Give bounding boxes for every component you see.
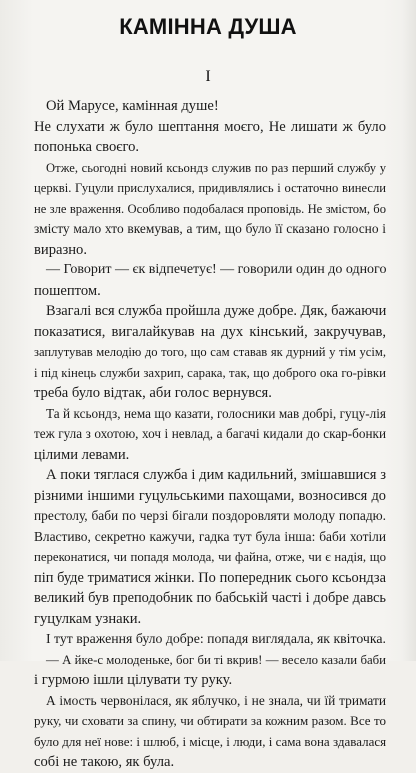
text-line: було для неї нове: і шлюб, і місце, і люди, і сама вона здавалася xyxy=(34,733,387,749)
text-line: — А йке-с молоденьке, бог би ті вкрив! — весело казали баби xyxy=(46,652,386,667)
text-line: Та й ксьондз, нема що казати, голосники мав добрі, гуцу-лія xyxy=(46,405,386,421)
text-line: Не слухати ж було шептання моєго, Не лишати ж було xyxy=(34,118,386,135)
text-line: І тут враження було добре: попадя виглядала, як квіточка. xyxy=(46,631,386,646)
text-line: переконатися, чи попадя молода, чи файна, отже, чи є надія, що xyxy=(34,550,386,564)
text-line: теж гула з охотою, хоч і невлад, а багачі кидали до скар-бонки xyxy=(34,426,386,441)
text-line: великий був преподобник по бабській часті і добре давсь xyxy=(34,590,386,606)
text-line: А поки тяглася служба і дим кадильний, змішавшися з xyxy=(46,467,386,483)
chapter-number: I xyxy=(205,68,211,85)
text-line: — Говорит — єк відпечетує! — говорили один до одного xyxy=(46,262,387,277)
text-line: руку, чи сховати за спину, чи обтирати за кожним разом. Все то xyxy=(34,713,386,728)
body-text xyxy=(34,96,386,773)
text-line: Властиво, секретно кажучи, гадка тут була інша: баби хотіли xyxy=(34,528,386,544)
text-line: і гурмою ішли цілувати ту руку. xyxy=(34,672,233,688)
text-line: треба було відтак, аби голос вернувся. xyxy=(34,385,272,401)
text-line: заплутував мелодію до того, що сам ставав як дурний у тім усім, xyxy=(34,345,386,359)
text-line: виразно. xyxy=(34,241,87,258)
text-line: і під кінець служби захрип, сарака, так, що доброго ока го-рівки xyxy=(34,365,386,380)
text-line: піп буде триматися жінки. По попередник сього ксьондза xyxy=(34,569,386,586)
story-title: КАМІННА ДУША xyxy=(119,14,297,39)
text-line: собі не такою, як була. xyxy=(34,754,175,770)
text-line: попонька своєго. xyxy=(34,139,140,155)
text-line: церкві. Гуцули прислухалися, придивлялись і остаточно винесли xyxy=(34,181,386,195)
text-line: пошептом. xyxy=(34,282,101,299)
text-line: цілими левами. xyxy=(34,446,130,463)
page-edge-shadow xyxy=(402,0,416,661)
text-line: Взагалі вся служба пройшла дуже добре. Дяк, бажаючи xyxy=(46,303,387,319)
text-line: престолу, баби по черзі бігали поздоровляти молоду попадю. xyxy=(34,508,386,523)
text-line: гуцулкам узнаки. xyxy=(34,610,142,627)
text-line: не зле враження. Особливо подобалася проповідь. Не змістом, бо xyxy=(34,201,386,216)
text-line: А імость червонілася, як яблучко, і не знала, чи їй тримати xyxy=(46,692,386,708)
text-line: показатися, вигалайкував на дух кінський, закручував, xyxy=(34,323,386,340)
text-line: різними іншими гуцульськими пахощами, возносився до xyxy=(34,487,386,504)
text-line: Отже, сьогодні новий ксьондз служив по раз перший службу у xyxy=(46,160,386,175)
text-line: Ой Марусе, камінная душе! xyxy=(46,98,219,114)
text-line: змісту мало хто вкемував, а тим, що було її сказано голосно і xyxy=(34,221,386,236)
